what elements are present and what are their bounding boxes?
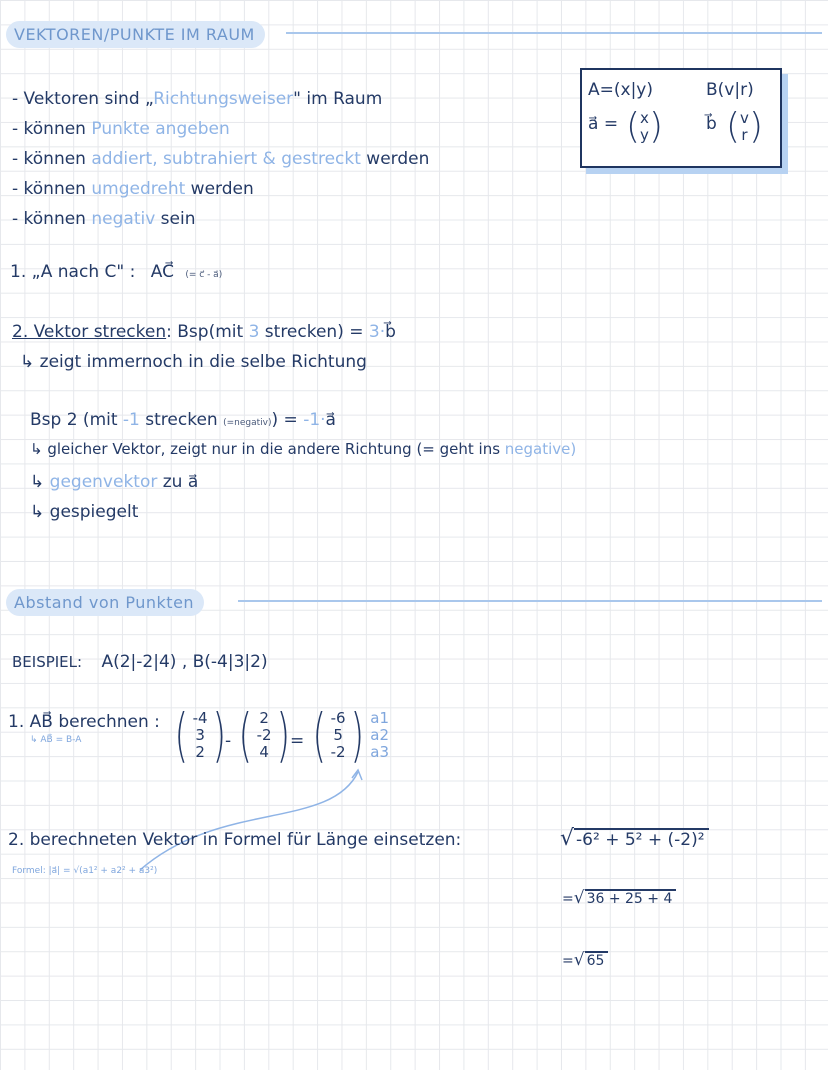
section-divider	[238, 600, 822, 602]
definition-box	[580, 68, 782, 168]
vector-a: ( 2 -2 4 )	[238, 701, 290, 769]
point-b-def: B(v|r)	[706, 80, 754, 100]
connector-arrow	[100, 760, 380, 880]
bsp2-heading: Bsp 2 (mit -1 strecken (=negativ)) = -1·a⃗	[30, 410, 336, 430]
step1-label: 1. AB⃗ berechnen :	[8, 712, 160, 732]
bullet-item: - Vektoren sind „Richtungsweiser" im Raum	[12, 89, 383, 109]
item-a-nach-c: 1. „A nach C" : AC⃗ (= c⃗ - a⃗)	[10, 262, 223, 282]
bsp2-line3: ↳ gespiegelt	[30, 502, 139, 522]
bsp2-line2: ↳ gegenvektor zu a⃗	[30, 472, 199, 492]
vector-ab-result: ( -6 5 -2 ) a1 a2 a3	[312, 701, 389, 769]
bullet-item: - können Punkte angeben	[12, 119, 230, 139]
sqrt-line2: =√ 36 + 25 + 4	[562, 888, 676, 908]
bullet-item: - können umgedreht werden	[12, 179, 254, 199]
sqrt-expression: √ -6² + 5² + (-2)²	[560, 826, 709, 851]
vector-a-label: a⃗ =	[588, 114, 619, 134]
formula-label: Formel: |a⃗| = √(a1² + a2² + a3²)	[12, 866, 158, 876]
step1-hint: ↳ AB⃗ = B-A	[30, 735, 82, 745]
section-title-text: Abstand von Punkten	[14, 593, 195, 612]
section-title-vektoren	[6, 21, 265, 48]
bsp2-line1: ↳ gleicher Vektor, zeigt nur in die andere Richtung (= geht ins negative)	[30, 440, 577, 458]
vector-b: ( -4 3 2 )	[174, 701, 226, 769]
vector-b-label: b⃗	[706, 114, 717, 134]
bullet-item: - können addiert, subtrahiert & gestreckt werden	[12, 149, 430, 169]
section-title-text: VEKTOREN/PUNKTE IM RAUM	[14, 25, 255, 44]
sqrt-line3: =√ 65	[562, 950, 608, 970]
section-divider	[286, 32, 822, 34]
item-vektor-strecken: 2. Vektor strecken: Bsp(mit 3 strecken) = 3·b⃗	[12, 322, 396, 342]
point-a-def: A=(x|y)	[588, 80, 653, 100]
minus-sign: -	[225, 731, 232, 751]
step2-text: 2. berechneten Vektor in Formel für Länge einsetzen:	[8, 830, 462, 850]
vector-a-components: ( x y )	[626, 106, 663, 147]
bullet-list	[12, 84, 429, 234]
bullet-item: - können negativ sein	[12, 209, 196, 229]
section-title-abstand	[6, 589, 204, 616]
vector-b-components: ( v r )	[726, 106, 763, 147]
item2-note: ↳ zeigt immernoch in die selbe Richtung	[20, 352, 367, 372]
equals-sign: =	[290, 731, 305, 751]
beispiel-line: BEISPIEL: A(2|-2|4) , B(-4|3|2)	[12, 652, 268, 672]
